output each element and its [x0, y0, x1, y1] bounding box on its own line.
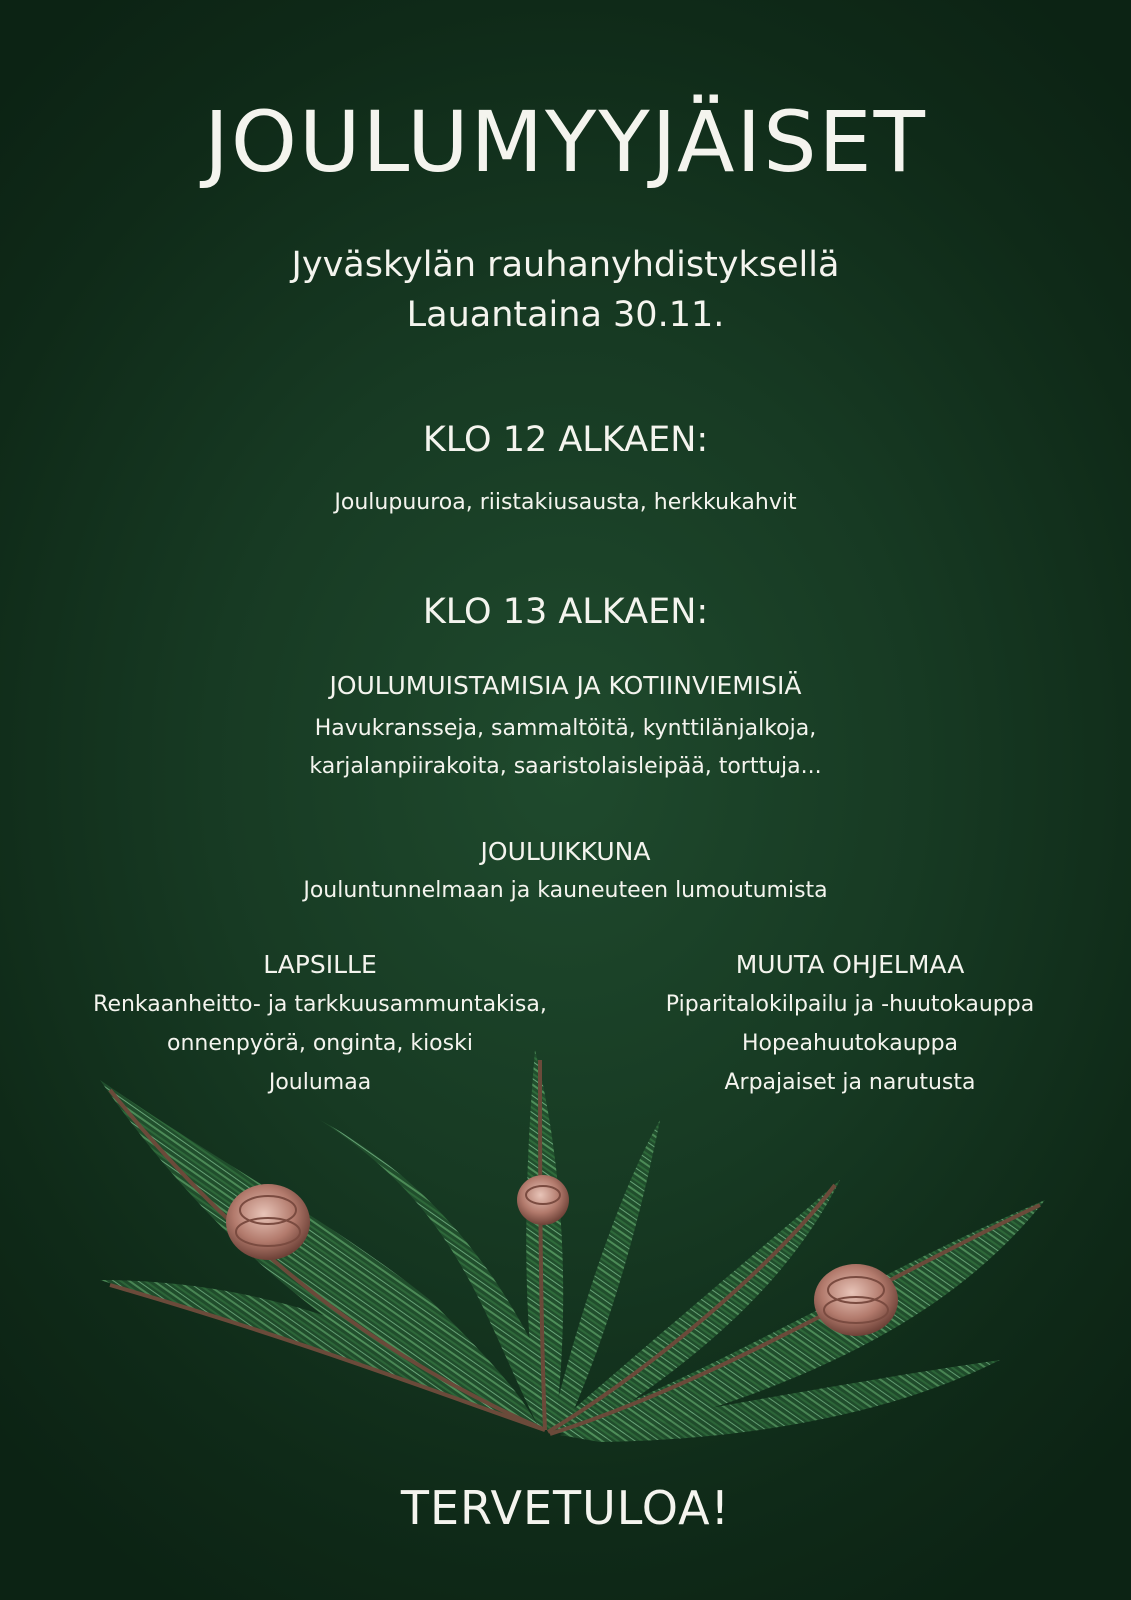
section-one-pm-heading: KLO 13 ALKAEN:	[422, 592, 709, 632]
christmas-window-text: Jouluntunnelmaan ja kauneuteen lumoutumista	[303, 878, 828, 903]
pine-cone	[814, 1264, 898, 1336]
other-program-line: Hopeahuutokauppa	[741, 1031, 959, 1056]
kids-line: onnenpyörä, onginta, kioski	[167, 1031, 473, 1056]
christmas-window-heading: JOULUIKKUNA	[480, 837, 651, 866]
section-one-pm-line: Havukransseja, sammaltöitä, kynttilänjalkoja,	[314, 716, 817, 741]
section-one-pm-line: karjalanpiirakoita, saaristolaisleipää, torttuja...	[309, 754, 822, 779]
other-program-line: Piparitalokilpailu ja -huutokauppa	[665, 992, 1035, 1017]
spruce-branch-illustration	[0, 1050, 1131, 1470]
section-noon-heading: KLO 12 ALKAEN:	[422, 420, 709, 460]
venue-text: Jyväskylän rauhanyhdistyksellä	[291, 245, 840, 285]
section-one-pm-subheading: JOULUMUISTAMISIA JA KOTIINVIEMISIÄ	[329, 671, 802, 700]
kids-line: Renkaanheitto- ja tarkkuusammuntakisa,	[93, 992, 547, 1017]
date-text: Lauantaina 30.11.	[406, 295, 725, 335]
section-noon-text: Joulupuuroa, riistakiusausta, herkkukahvit	[334, 490, 797, 515]
welcome-text: TERVETULOA!	[400, 1481, 731, 1535]
kids-line: Joulumaa	[268, 1070, 372, 1095]
pine-cone	[517, 1175, 569, 1225]
other-program-heading: MUUTA OHJELMAA	[735, 950, 965, 979]
kids-heading: LAPSILLE	[263, 950, 377, 979]
other-program-line: Arpajaiset ja narutusta	[724, 1070, 976, 1095]
poster-title: JOULUMYYJÄISET	[204, 93, 927, 191]
pine-cone	[226, 1184, 310, 1260]
